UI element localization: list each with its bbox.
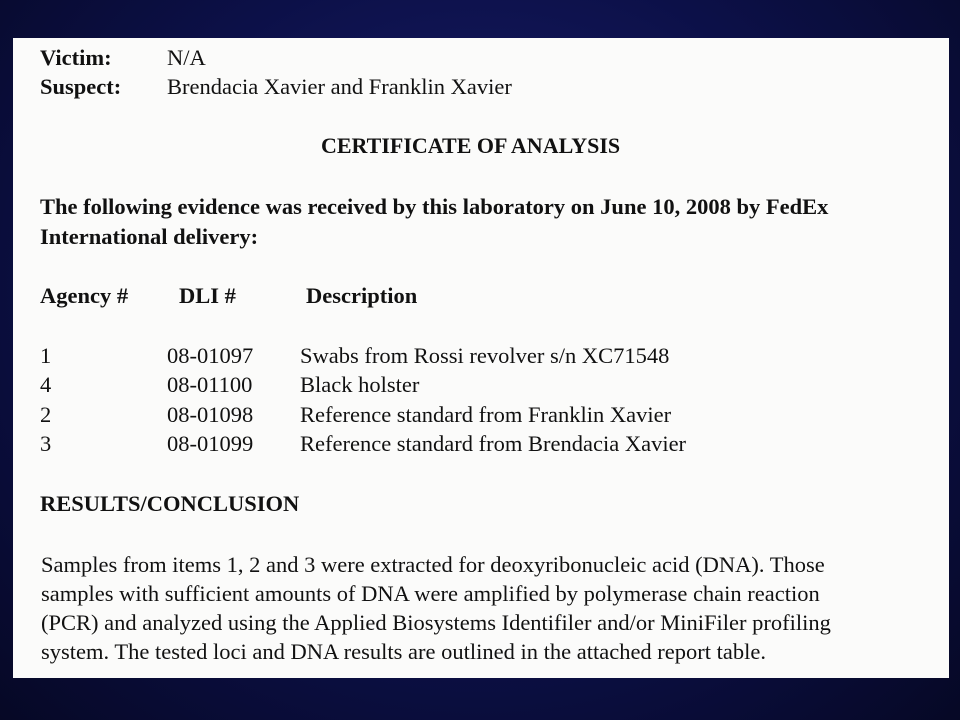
suspect-value: Brendacia Xavier and Franklin Xavier <box>167 74 512 99</box>
dli-number: 08-01098 <box>167 402 254 427</box>
column-header-dli: DLI # <box>179 283 236 308</box>
results-line-4: system. The tested loci and DNA results are outlined in the attached report table. <box>41 639 766 664</box>
victim-label: Victim: <box>40 45 112 70</box>
victim-value: N/A <box>167 45 206 70</box>
column-header-description: Description <box>306 283 418 308</box>
suspect-label: Suspect: <box>40 74 122 99</box>
agency-number: 3 <box>40 431 52 456</box>
intro-line-2: International delivery: <box>40 224 259 249</box>
item-description: Reference standard from Franklin Xavier <box>300 402 672 427</box>
item-description: Reference standard from Brendacia Xavier <box>300 431 687 456</box>
agency-number: 2 <box>40 402 52 427</box>
document-title: CERTIFICATE OF ANALYSIS <box>321 133 621 158</box>
item-description: Black holster <box>300 372 420 397</box>
results-line-1: Samples from items 1, 2 and 3 were extracted for deoxyribonucleic acid (DNA). Those <box>41 552 825 577</box>
agency-number: 1 <box>40 343 52 368</box>
intro-line-1: The following evidence was received by this laboratory on June 10, 2008 by FedEx <box>40 194 829 219</box>
dli-number: 08-01099 <box>167 431 254 456</box>
results-line-3: (PCR) and analyzed using the Applied Biosystems Identifiler and/or MiniFiler profiling <box>41 610 831 635</box>
results-heading: RESULTS/CONCLUSION <box>40 491 300 516</box>
item-description: Swabs from Rossi revolver s/n XC71548 <box>300 343 670 368</box>
results-line-2: samples with sufficient amounts of DNA were amplified by polymerase chain reaction <box>41 581 820 606</box>
agency-number: 4 <box>40 372 52 397</box>
dli-number: 08-01100 <box>167 372 253 397</box>
column-header-agency: Agency # <box>40 283 129 308</box>
dli-number: 08-01097 <box>167 343 254 368</box>
document-page <box>13 38 949 678</box>
